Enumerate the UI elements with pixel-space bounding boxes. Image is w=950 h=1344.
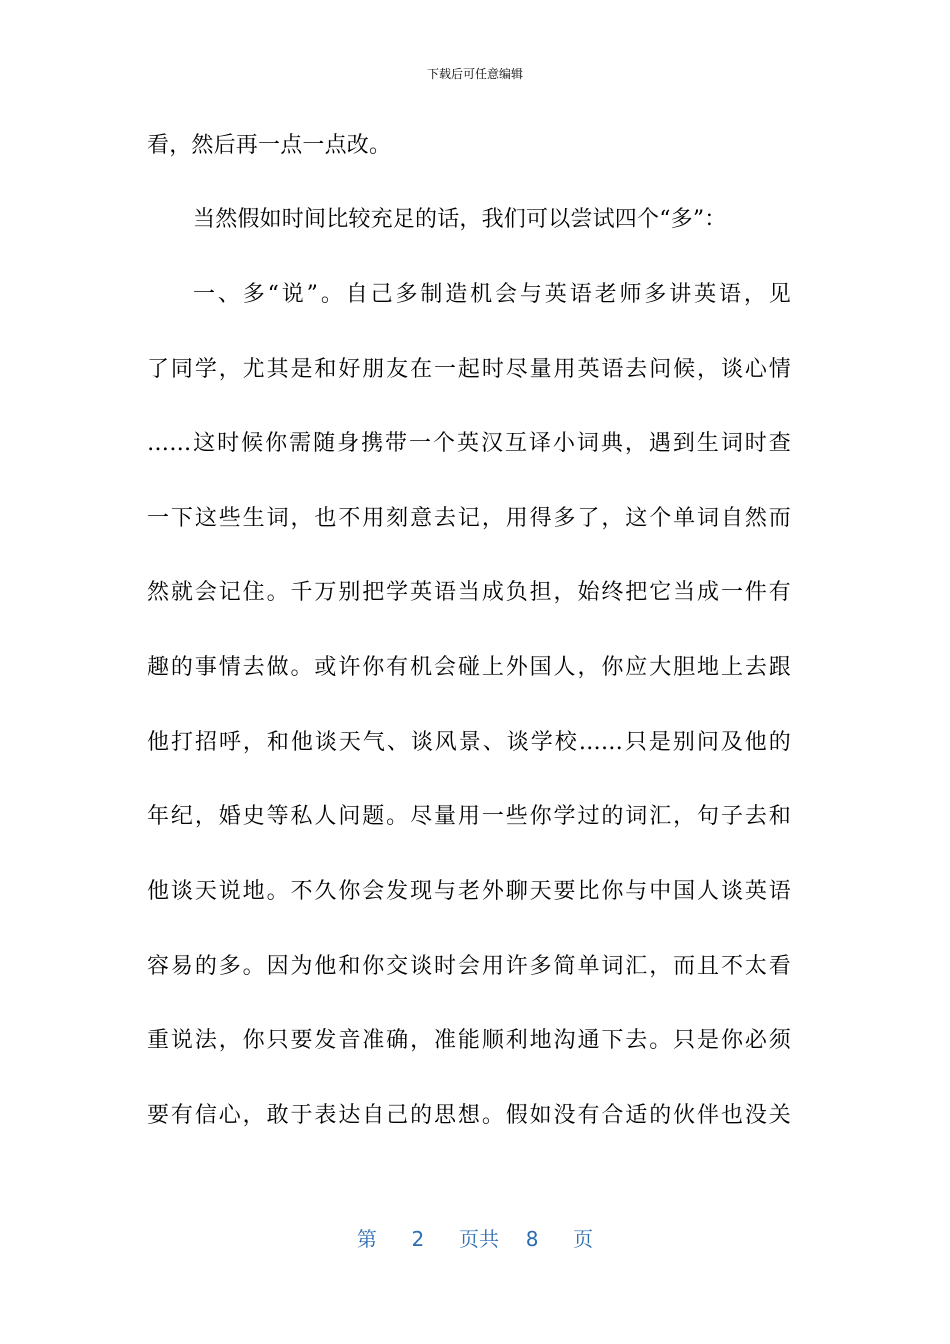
paragraph-line: 他谈天说地。不久你会发现与老外聊天要比你与中国人谈英语 xyxy=(147,879,791,904)
paragraph-line: 要有信心，敢于表达自己的思想。假如没有合适的伙伴也没关 xyxy=(147,1103,791,1128)
paragraph-line: 了同学，尤其是和好朋友在一起时尽量用英语去问候，谈心情 xyxy=(147,357,791,382)
footer-page-middle: 页共 xyxy=(459,1227,499,1251)
paragraph-line: 看，然后再一点一点改。 xyxy=(147,133,392,158)
paragraph-line: 然就会记住。千万别把学英语当成负担，始终把它当成一件有 xyxy=(147,580,791,605)
paragraph-line: 年纪，婚史等私人问题。尽量用一些你学过的词汇，句子去和 xyxy=(147,804,791,829)
paragraph-line: ……这时候你需随身携带一个英汉互译小词典，遇到生词时查 xyxy=(147,431,791,456)
footer-page-suffix: 页 xyxy=(573,1227,594,1251)
page-number-footer xyxy=(0,1226,950,1252)
page-header: 下载后可任意编辑 xyxy=(426,67,523,81)
paragraph-line: 重说法，你只要发音准确，准能顺利地沟通下去。只是你必须 xyxy=(147,1028,791,1053)
footer-current-page: 2 xyxy=(411,1227,425,1251)
paragraph-line: 当然假如时间比较充足的话，我们可以尝试四个“多”： xyxy=(193,207,727,232)
paragraph-line: 他打招呼，和他谈天气、谈风景、谈学校……只是别问及他的 xyxy=(147,730,791,755)
paragraph-line: 一下这些生词，也不用刻意去记，用得多了，这个单词自然而 xyxy=(147,506,791,531)
paragraph-line: 容易的多。因为他和你交谈时会用许多简单词汇，而且不太看 xyxy=(147,954,791,979)
paragraph-line: 趣的事情去做。或许你有机会碰上外国人，你应大胆地上去跟 xyxy=(147,655,791,680)
paragraph-line: 一、多“说”。自己多制造机会与英语老师多讲英语，见 xyxy=(193,282,791,307)
footer-page-prefix: 第 xyxy=(356,1227,377,1251)
footer-total-pages: 8 xyxy=(525,1227,539,1251)
